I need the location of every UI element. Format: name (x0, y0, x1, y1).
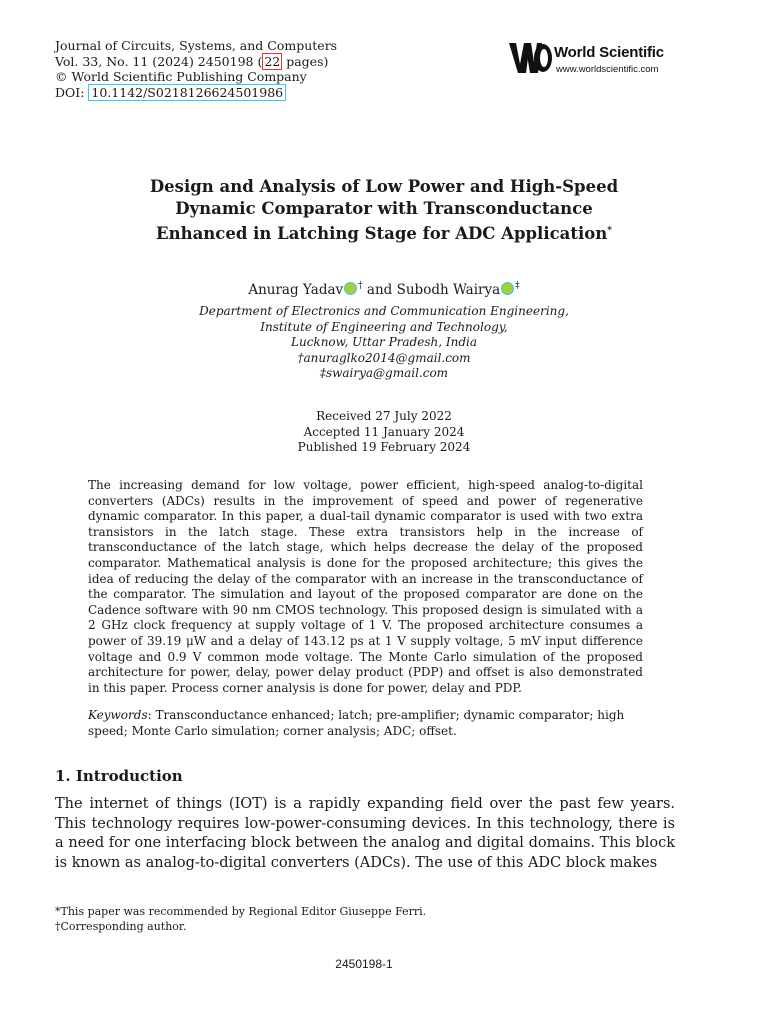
publisher-url[interactable]: www.worldscientific.com (556, 64, 659, 75)
author-2-mark: ‡ (515, 281, 520, 291)
affiliation-institute: Institute of Engineering and Technology, (260, 319, 508, 334)
volume-line (55, 54, 337, 70)
received-date: Received 27 July 2022 (316, 409, 452, 423)
keywords (88, 708, 643, 739)
world-scientific-logo-icon (508, 40, 552, 76)
author-1-mark: † (358, 281, 363, 291)
title-line-3 (60, 220, 708, 245)
title-line-1: Design and Analysis of Low Power and High-Speed (149, 177, 619, 196)
publication-dates (60, 409, 708, 456)
accepted-date: Accepted 11 January 2024 (303, 424, 465, 439)
published-date: Published 19 February 2024 (297, 440, 471, 454)
affiliation-dept: Department of Electronics and Communication Engineering, (199, 304, 569, 318)
journal-name: Journal of Circuits, Systems, and Computers (55, 38, 338, 53)
footnotes (55, 904, 426, 934)
orcid-icon[interactable] (501, 282, 514, 295)
keywords-label: Keywords (88, 708, 148, 722)
author-1: Anurag Yadav (248, 282, 344, 298)
volume-suffix: pages) (282, 53, 329, 69)
title-line-2: Dynamic Comparator with Transconductance (175, 199, 593, 218)
author-2-email[interactable]: ‡swairya@gmail.com (319, 366, 449, 380)
abstract: The increasing demand for low voltage, power efficient, high-speed analog-to-digital converters (ADCs) results in the improvement of speed and power of regenerative dynamic comparator. In this paper, a dual-tail dynamic comparator is used with two extra transistors in the latch stage. These extra transistors help in the increase of transconductance of the latch stage, which helps decrease the delay of the proposed comparator. Mathematical analysis is done for the proposed architecture; this gives the idea of reducing the delay of the comparator with an increase in the transconductance of the comparator. The simulation and layout of the proposed comparator are done on the Cadence software with 90 nm CMOS technology. This proposed design is simulated with a 2 GHz clock frequency at supply voltage of 1 V. The proposed architecture consumes a power of 39.19 μW and a delay of 143.12 ps at 1 V supply voltage, 5 mV input difference voltage and 0.9 V common mode voltage. The Monte Carlo simulation of the proposed architecture for power, delay, power delay product (PDP) and offset is also demonstrated in this paper. Process corner analysis is done for power, delay and PDP. (88, 478, 643, 695)
keywords-text: : Transconductance enhanced; latch; pre-amplifier; dynamic comparator; high speed; Monte Carlo simulation; corner analysis; ADC; offset. (88, 708, 625, 738)
page-count-link[interactable]: 22 (264, 53, 281, 69)
publisher-logo[interactable] (508, 40, 678, 78)
title-footnote-mark: * (607, 226, 612, 236)
affiliation-city: Lucknow, Uttar Pradesh, India (291, 335, 477, 349)
footnote-1: *This paper was recommended by Regional Editor Giuseppe Ferri. (55, 905, 427, 918)
author-1-email[interactable]: †anuraglko2014@gmail.com (297, 350, 471, 365)
section-heading: 1. Introduction (55, 767, 183, 785)
affiliation (60, 304, 708, 382)
doi-label: DOI: (55, 84, 89, 100)
volume-prefix: Vol. 33, No. 11 (2024) 2450198 ( (55, 53, 263, 69)
doi-line (55, 85, 337, 101)
author-2: Subodh Wairya (396, 282, 501, 298)
journal-info (55, 38, 337, 100)
author-list (60, 281, 708, 298)
author-conjunction: and (362, 282, 397, 298)
doi-link[interactable]: 10.1142/S0218126624501986 (88, 84, 286, 101)
introduction-text: The internet of things (IOT) is a rapidly expanding field over the past few years. This technology requires low-power-consuming devices. In this technology, there is a need for one interfacing block between the analog and digital domains. This block is known as analog-to-digital converters (ADCs). The use of this ADC block makes (55, 796, 675, 871)
publisher-name: World Scientific (554, 44, 664, 61)
paper-title (60, 176, 708, 245)
title-line-3-text: Enhanced in Latching Stage for ADC Application (156, 224, 608, 243)
orcid-icon[interactable] (344, 282, 357, 295)
footnote-2: †Corresponding author. (55, 920, 187, 933)
page-number: 2450198-1 (335, 957, 393, 971)
copyright-line: © World Scientific Publishing Company (55, 69, 307, 84)
